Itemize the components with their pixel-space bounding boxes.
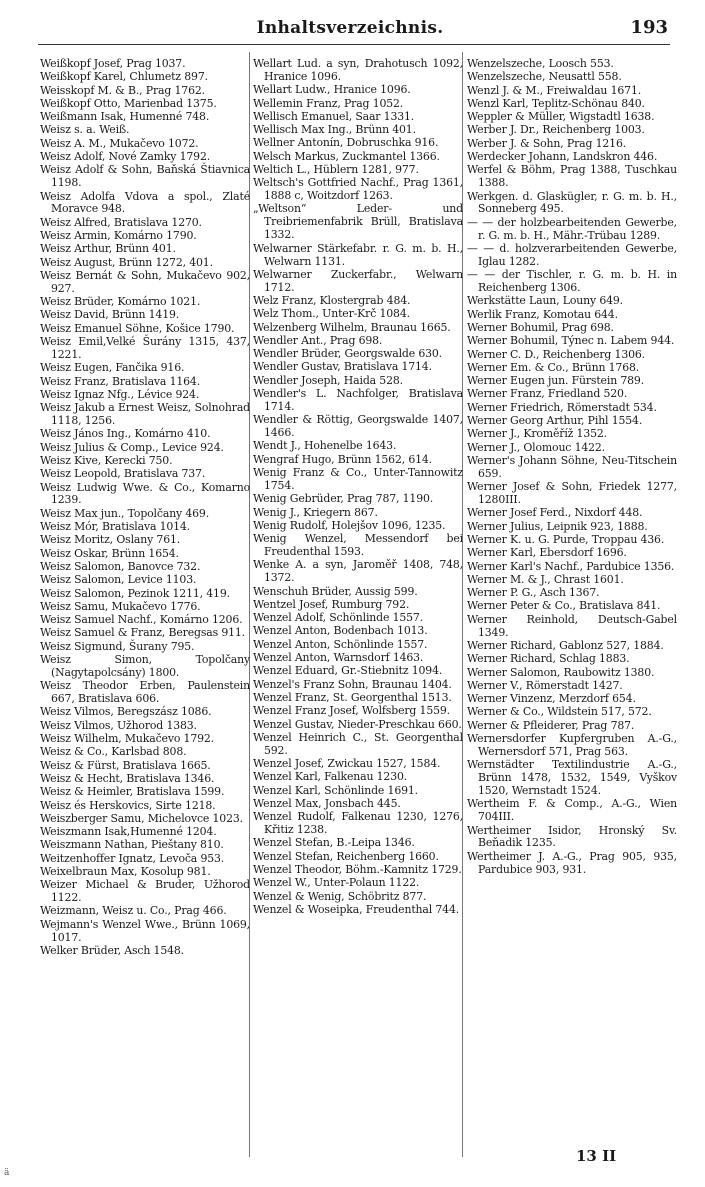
printer-signature: 13 II [576,1147,617,1165]
index-entry: Werner Bohumil, Prag 698. [467,320,614,334]
index-entry: Weisz David, Brünn 1419. [40,308,180,322]
index-entry: Wenzel Eduard, Gr.-Stiebnitz 1094. [253,664,443,678]
index-entry: Werner Eugen jun. Fürstein 789. [467,374,645,388]
index-entry: Wenig Franz & Co., Unter-Tannowitz 1754. [253,466,463,492]
index-entry: Welwarner Stärkefabr. r. G. m. b. H., Welwarn 1131. [253,241,463,268]
index-entry: Weisz Vilmos, Beregszász 1086. [40,705,212,719]
index-entry: Wenzel W., Unter-Polaun 1122. [253,876,420,890]
index-entry: Werber J. & Sohn, Prag 1216. [467,136,627,150]
index-entry: Welsch Markus, Zuckmantel 1366. [253,149,440,163]
index-entry: Welz Thom., Unter-Krč 1084. [253,307,410,321]
index-entry: Wernersdorfer Kupfergruben A.-G., Wernersdorf 571, Prag 563. [467,732,677,758]
index-entry: Wenzel Heinrich C., St. Georgenthal 592. [253,730,463,757]
index-entry: Werner Bohumil, Týnec n. Labem 944. [467,334,675,348]
index-entry: Weißkopf Karel, Chlumetz 897. [40,70,208,84]
index-entry: Weiszmann Isak,Humenné 1204. [40,825,217,839]
index-entry: Weißkopf Josef, Prag 1037. [40,58,186,70]
index-entry: Weisz és Herskovics, Sirte 1218. [40,798,216,812]
header-rule [38,44,670,45]
index-entry: Weisz Max jun., Topolčany 469. [40,506,210,520]
page-number: 193 [630,17,668,38]
index-entry: Wenzel Stefan, Reichenberg 1660. [253,849,439,863]
index-entry: Werner M. & J., Chrast 1601. [467,572,624,586]
index-entry: Weiszmann Nathan, Pieštany 810. [40,838,224,852]
index-entry: Weisz Moritz, Oslany 761. [40,533,181,547]
index-entry: Wellner Antonín, Dobruschka 916. [253,136,439,150]
index-entry: Weisz Ludwig Wwe. & Co., Komarno 1239. [40,480,250,507]
index-entry: Wertheimer J. A.-G., Prag 905, 935, Pardubice 903, 931. [467,849,677,876]
index-entry: Wengraf Hugo, Brünn 1562, 614. [253,452,432,466]
index-entry: Wellart Lud. a syn, Drahotusch 1092, Hranice 1096. [253,58,463,83]
index-entry: Wenzel & Wenig, Schöbritz 877. [253,889,427,903]
index-entry: Werdecker Johann, Landskron 446. [467,150,658,164]
index-entry: Weisz Simon, Topolčany (Nagytapolcsány) 1800. [40,653,250,679]
index-entry: Wenzel Franz, St. Georgenthal 1513. [253,690,452,704]
index-entry: Wenke A. a syn, Jaroměř 1408, 748, 1372. [253,558,463,585]
index-entry: Weisz Jakub a Ernest Weisz, Solnohrad 1118, 1256. [40,401,250,428]
running-title: Inhaltsverzeichnis. [256,18,444,38]
index-entry: Weisz Emanuel Söhne, Košice 1790. [40,321,235,335]
index-entry: Wertheim F. & Comp., A.-G., Wien 704III. [467,797,677,824]
index-entry: Weisz & Hecht, Bratislava 1346. [40,771,215,785]
index-entry: Wenzel Anton, Warnsdorf 1463. [253,651,424,665]
index-entry: Werner Franz, Friedland 520. [467,387,628,401]
index-entry: Werner Josef Ferd., Nixdorf 448. [467,506,643,520]
index-entry: Wenig Gebrüder, Prag 787, 1190. [253,492,434,506]
index-entry: Wenzel Theodor, Böhm.-Kamnitz 1729. [253,863,462,877]
index-entry: Weisz Salomon, Banovce 732. [40,559,201,573]
index-entry: Werner Peter & Co., Bratislava 841. [467,599,661,613]
index-entry: Werlik Franz, Komotau 644. [467,307,618,321]
index-entry: Werner Richard, Schlag 1883. [467,652,630,666]
index-entry: Wenzel Anton, Bodenbach 1013. [253,624,428,638]
index-entry: Wellart Ludw., Hranice 1096. [253,83,411,97]
index-entry: Weisz Adolfa Vdova a spol., Zlaté Moravce 948. [40,189,250,216]
index-column-1 [40,58,250,1158]
index-entry: Welwarner Zuckerfabr., Welwarn 1712. [253,267,463,294]
index-entry: Weltich L., Hüblern 1281, 977. [253,162,419,176]
index-entry: Werkstätte Laun, Louny 649. [467,294,623,308]
index-entry: Wendt J., Hohenelbe 1643. [253,439,397,453]
index-entry: Wendler Joseph, Haida 528. [253,373,403,387]
index-entry: Werner K. u. G. Purde, Troppau 436. [467,532,665,546]
index-entry: Weisz Theodor Erben, Paulenstein 667, Bratislava 606. [40,679,250,706]
index-entry: Weisz Samuel & Franz, Beregsas 911. [40,626,245,640]
index-entry: Werner Georg Arthur, Pihl 1554. [467,414,643,428]
index-entry: Weißmann Isak, Humenné 748. [40,110,210,124]
index-entry: Wejmann's Wenzel Wwe., Brünn 1069, 1017. [40,917,250,944]
index-entry: Weisz August, Brünn 1272, 401. [40,255,213,269]
index-entry: Weisz Samuel Nachf., Komárno 1206. [40,613,243,627]
index-entry: Wenig J., Kriegern 867. [253,505,378,519]
index-entry: Weisz Julius & Comp., Levice 924. [40,440,224,454]
index-entry: Wenzel Anton, Schönlinde 1557. [253,637,428,651]
index-entry: Wenzel Karl, Falkenau 1230. [253,770,408,784]
index-entry: Wertheimer Isidor, Hronský Sv. Beňadik 1235. [467,823,677,850]
index-entry: Weisz Alfred, Bratislava 1270. [40,215,202,229]
index-entry: Wenig Wenzel, Messendorf bei Freudenthal 1593. [253,532,463,559]
index-entry: Wenzel Stefan, B.-Leipa 1346. [253,836,415,850]
index-entry: Wendler's L. Nachfolger, Bratislava 1714. [253,387,463,413]
index-entry: Werner Friedrich, Römerstadt 534. [467,400,657,414]
index-entry: Welker Brüder, Asch 1548. [40,943,184,957]
index-entry: Wellemin Franz, Prag 1052. [253,96,404,110]
index-entry: Wendler Brüder, Georgswalde 630. [253,347,442,361]
index-entry: Wenzel Adolf, Schönlinde 1557. [253,611,424,625]
index-entry: Wenig Rudolf, Holejšov 1096, 1235. [253,518,446,532]
index-entry: Wenzelszeche, Loosch 553. [467,58,614,70]
index-entry: Weisz Franz, Bratislava 1164. [40,374,201,388]
index-entry: Weisz & Fürst, Bratislava 1665. [40,758,211,772]
index-entry: Weisz A. M., Mukačevo 1072. [40,136,199,150]
index-entry: Werner Josef & Sohn, Friedek 1277, 1280III. [467,480,677,507]
index-entry: Weizer Michael & Bruder, Užhorod 1122. [40,878,250,905]
index-column-2 [253,58,463,1158]
index-entry: Werner J., Olomouc 1422. [467,440,605,454]
index-entry: Weisz Wilhelm, Mukačevo 1792. [40,732,214,746]
index-entry: Weisz Salomon, Levice 1103. [40,573,197,587]
index-entry: Weltsch's Gottfried Nachf., Prag 1361, 1888 c, Woitzdorf 1263. [253,176,463,203]
index-entry: „Weltson“ Leder- und Treibriemenfabrik Brüll, Bratislava 1332. [253,202,463,242]
index-entry: Wernstädter Textilindustrie A.-G., Brünn 1478, 1532, 1549, Vyškov 1520, Wernstadt 1524. [467,758,677,798]
index-entry: Welz Franz, Klostergrab 484. [253,294,411,307]
index-entry: Welzenberg Wilhelm, Braunau 1665. [253,320,451,334]
index-entry: Wendler Gustav, Bratislava 1714. [253,360,432,374]
index-entry: Weisz & Heimler, Bratislava 1599. [40,785,225,799]
index-entry: Weitzenhoffer Ignatz, Levoča 953. [40,851,225,865]
index-entry: Wenzel Josef, Zwickau 1527, 1584. [253,757,441,771]
index-entry: Weisz Samu, Mukačevo 1776. [40,599,201,613]
index-entry: Wenzel Rudolf, Falkenau 1230, 1276, Křitiz 1238. [253,810,463,837]
index-entry: Weisz Eugen, Fančika 916. [40,361,185,375]
index-entry: Werner Richard, Gablonz 527, 1884. [467,638,664,652]
index-entry: Werner Reinhold, Deutsch-Gabel 1349. [467,612,677,639]
corner-mark: ä [4,1168,10,1178]
index-entry: Werner Julius, Leipnik 923, 1888. [467,519,648,533]
index-entry: Weisz Oskar, Brünn 1654. [40,546,179,560]
index-entry: Wenzel Karl, Schönlinde 1691. [253,783,418,797]
index-entry: Weisz János Ing., Komárno 410. [40,427,211,441]
index-entry: Weisz s. a. Weiß. [40,123,130,137]
index-entry: Werner's Johann Söhne, Neu-Titschein 659. [467,453,677,480]
index-entry: Werner P. G., Asch 1367. [467,586,600,600]
index-entry: Weisz Mór, Bratislava 1014. [40,520,191,534]
index-entry: Wenschuh Brüder, Aussig 599. [253,584,418,598]
index-entry: Werner Salomon, Raubowitz 1380. [467,665,655,679]
index-entry: Weisz Bernát & Sohn, Mukačevo 902, 927. [40,268,250,295]
index-entry: Werber J. Dr., Reichenberg 1003. [467,123,645,137]
index-entry: Wenzel's Franz Sohn, Braunau 1404. [253,677,452,691]
index-entry: Wentzel Josef, Rumburg 792. [253,597,410,611]
index-entry: Werner J., Kroměříž 1352. [467,427,607,441]
index-entry: Weisz Emil,Velké Šurány 1315, 437, 1221. [40,335,250,361]
index-entry: Wendler & Röttig, Georgswalde 1407, 1466. [253,413,463,440]
index-entry: Wenzel & Woseipka, Freudenthal 744. [253,902,460,916]
index-entry: Wenzel Gustav, Nieder-Preschkau 660. [253,717,462,731]
index-entry: Wenzl Karl, Teplitz-Schönau 840. [467,96,645,110]
index-entry: Weißkopf Otto, Marienbad 1375. [40,96,217,110]
index-entry: Werner C. D., Reichenberg 1306. [467,347,645,361]
index-entry: Weisz Salomon, Pezinok 1211, 419. [40,586,230,600]
index-entry: — — d. holzverarbeitenden Gewerbe, Iglau 1282. [467,241,677,268]
index-entry: Weisz Adolf, Nové Zamky 1792. [40,150,211,164]
index-entry: Weixelbraun Max, Kosolup 981. [40,864,211,878]
index-entry: Weisz Kive, Kerecki 750. [40,453,173,467]
index-entry: Werner & Pfleiderer, Prag 787. [467,718,635,732]
index-entry: Weizmann, Weisz u. Co., Prag 466. [40,904,227,918]
index-entry: Werkgen. d. Glaskügler, r. G. m. b. H., Sonneberg 495. [467,189,677,216]
index-entry: Werfel & Böhm, Prag 1388, Tuschkau 1388. [467,163,677,190]
index-entry: Weisz Sigmund, Šurany 795. [40,639,195,653]
index-entry: Weisz Vilmos, Užhorod 1383. [40,718,197,732]
index-entry: Weisz Brüder, Komárno 1021. [40,295,201,309]
index-entry: Weisskopf M. & B., Prag 1762. [40,83,205,97]
index-entry: Weisz & Co., Karlsbad 808. [40,745,187,759]
index-entry: Werner Vinzenz, Merzdorf 654. [467,692,636,706]
index-entry: Weisz Ignaz Nfg., Lévice 924. [40,387,200,401]
index-entry: Werner Karl, Ebersdorf 1696. [467,546,627,560]
index-entry: Wenzel Franz Josef, Wolfsberg 1559. [253,704,450,718]
index-entry: — — der holzbearbeitenden Gewerbe, r. G. m. b. H., Mähr.-Trübau 1289. [467,215,677,242]
index-entry: Wenzl J. & M., Freiwaldau 1671. [467,83,642,97]
index-entry: Weiszberger Samu, Michelovce 1023. [40,811,243,825]
index-entry: Weisz Adolf & Sohn, Baňská Štiavnica 1198. [40,163,250,190]
index-entry: — — der Tischler, r. G. m. b. H. in Reichenberg 1306. [467,268,677,295]
index-entry: Wenzel Max, Jonsbach 445. [253,796,401,810]
index-entry: Weppler & Müller, Wigstadtl 1638. [467,110,655,124]
index-entry: Wellisch Emanuel, Saar 1331. [253,109,415,123]
index-entry: Werner Em. & Co., Brünn 1768. [467,360,640,374]
index-entry: Wendler Ant., Prag 698. [253,333,383,347]
index-column-3 [467,58,677,1158]
index-entry: Wellisch Max Ing., Brünn 401. [253,123,416,137]
index-entry: Werner Karl's Nachf., Pardubice 1356. [467,559,675,573]
index-entry: Weisz Leopold, Bratislava 737. [40,467,206,481]
index-entry: Wenzelszeche, Neusattl 558. [467,70,622,84]
index-entry: Weisz Arthur, Brünn 401. [40,242,176,256]
index-entry: Weisz Armin, Komárno 1790. [40,229,197,243]
index-entry: Werner & Co., Wildstein 517, 572. [467,705,652,719]
index-entry: Werner V., Römerstadt 1427. [467,678,623,692]
